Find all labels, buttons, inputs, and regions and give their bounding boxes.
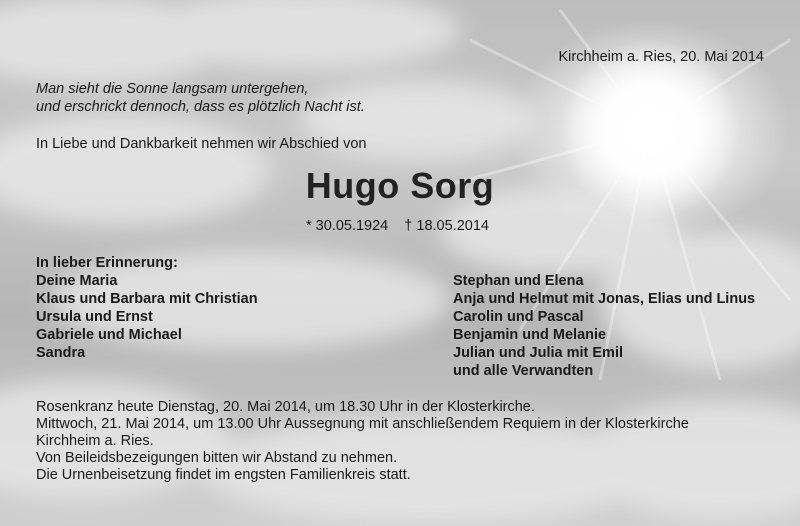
relative-entry: und alle Verwandten	[453, 363, 594, 379]
relative-entry: Ursula und Ernst	[36, 309, 153, 325]
relative-entry: Sandra	[36, 345, 86, 361]
relative-entry: Gabriele und Michael	[36, 327, 182, 343]
service-info	[36, 398, 689, 483]
relative-entry: Carolin und Pascal	[453, 309, 584, 325]
relative-entry: Julian und Julia mit Emil	[453, 345, 623, 361]
info-line: Von Beileidsbezeigungen bitten wir Abstand zu nehmen.	[36, 450, 398, 466]
place-date: Kirchheim a. Ries, 20. Mai 2014	[558, 49, 764, 65]
relative-entry: Benjamin und Melanie	[453, 327, 607, 343]
relatives-left	[36, 254, 258, 362]
poem	[36, 80, 365, 116]
info-line: Rosenkranz heute Dienstag, 20. Mai 2014, um 18.30 Uhr in der Klosterkirche.	[36, 399, 535, 415]
relative-entry: Anja und Helmut mit Jonas, Elias und Linus	[453, 291, 756, 307]
info-line: Kirchheim a. Ries.	[36, 433, 154, 449]
relatives-right	[453, 272, 755, 380]
poem-line: und erschrickt dennoch, dass es plötzlich Nacht ist.	[36, 99, 365, 115]
life-dates	[306, 218, 501, 234]
info-line: Mittwoch, 21. Mai 2014, um 13.00 Uhr Aussegnung mit anschließendem Requiem in der Klosterkirche	[36, 416, 689, 432]
death-date: † 18.05.2014	[404, 218, 489, 234]
relative-entry: Stephan und Elena	[453, 273, 584, 289]
birth-date: * 30.05.1924	[306, 218, 389, 234]
memory-heading: In lieber Erinnerung:	[36, 255, 178, 271]
relative-entry: Klaus und Barbara mit Christian	[36, 291, 258, 307]
relative-entry: Deine Maria	[36, 273, 118, 289]
info-line: Die Urnenbeisetzung findet im engsten Familienkreis statt.	[36, 467, 411, 483]
farewell-line: In Liebe und Dankbarkeit nehmen wir Abschied von	[36, 136, 367, 152]
poem-line: Man sieht die Sonne langsam untergehen,	[36, 81, 309, 97]
deceased-name: Hugo Sorg	[305, 165, 495, 206]
